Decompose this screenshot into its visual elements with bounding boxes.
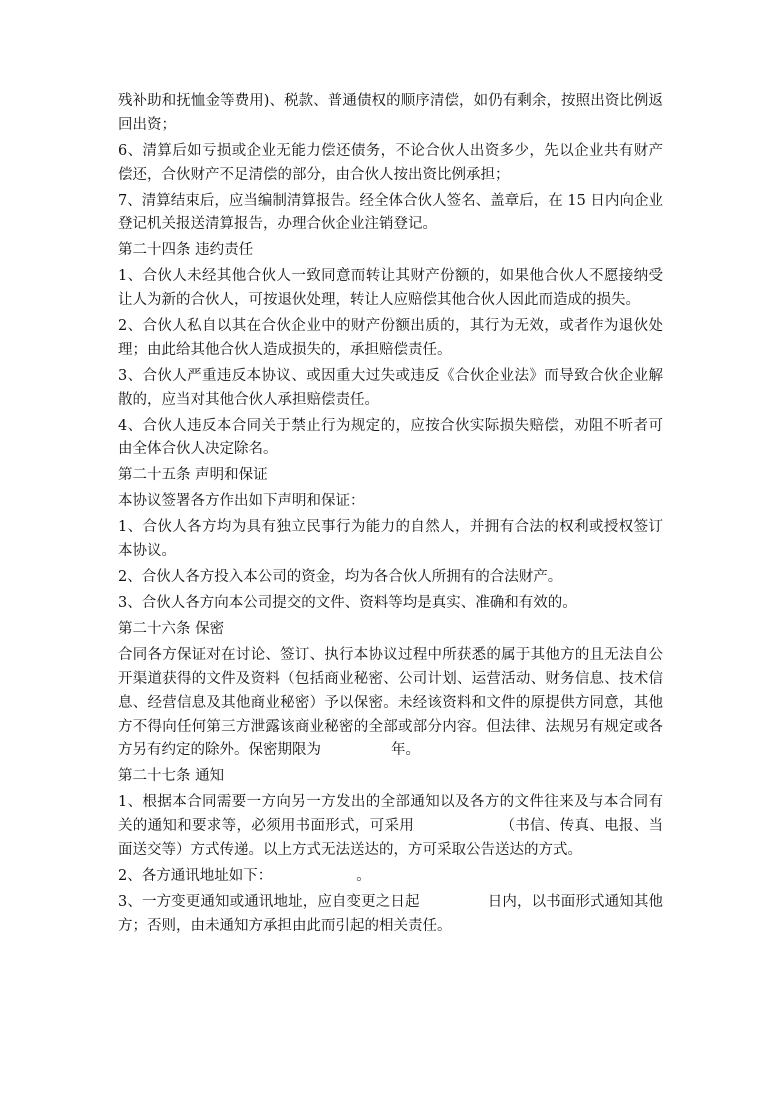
article-27-item-2-text-end: 。 <box>356 867 371 884</box>
article-27-item-1-text-end: （书信、传真、电报、当面送交等）方式传递。以上方式无法送达的，方可采取公告送达的方式。 <box>118 818 664 858</box>
article-27-item-3 <box>118 891 663 939</box>
article-27-item-1-text: 1、根据本合同需要一方向另一方发出的全部通知以及各方的文件往来及与本合同有关的通知和要求等，必须用书面形式，可采用 <box>118 794 663 835</box>
article-27-item-2 <box>118 865 663 889</box>
article-27-heading: 第二十七条 通知 <box>118 768 225 785</box>
article-27-item-1 <box>118 791 663 862</box>
paragraph-item-6: 6、清算后如亏损或企业无能力偿还债务，不论合伙人出资多少，先以企业共有财产偿还，合伙财产不足清偿的部分，由合伙人按出资比例承担； <box>118 142 663 183</box>
article-24-item-2: 2、合伙人私自以其在合伙企业中的财产份额出质的，其行为无效，或者作为退伙处理；由此给其他合伙人造成损失的，承担赔偿责任。 <box>118 318 663 358</box>
article-26-text-end: 年。 <box>391 742 420 759</box>
article-25-item-3: 3、合伙人各方向本公司提交的文件、资料等均是真实、准确和有效的。 <box>118 595 577 612</box>
paragraph-item-7: 7、清算结束后，应当编制清算报告。经全体合伙人签名、盖章后，在 15 日内向企业登记机关报送清算报告，办理合伙企业注销登记。 <box>118 192 663 233</box>
article-26-body <box>118 644 663 763</box>
article-24-heading: 第二十四条 违约责任 <box>118 242 254 259</box>
article-26-text: 合同各方保证对在讨论、签订、执行本协议过程中所获悉的属于其他方的且无法自公开渠道获得的文件及资料（包括商业秘密、公司计划、运营活动、财务信息、技术信息、经营信息及其他商业秘密）予以保密。未经该资料和文件的原提供方同意，其他方不得向任何第三方泄露该商业秘密的全部或部分内容。但法律、法规另有规定或各方另有约定的除外。保密期限为 <box>118 647 663 759</box>
article-25-item-1: 1、合伙人各方均为具有独立民事行为能力的自然人，并拥有合法的权利或授权签订本协议。 <box>118 519 663 560</box>
paragraph-continuation: 残补助和抚恤金等费用)、税款、普通债权的顺序清偿，如仍有剩余，按照出资比例返回出资； <box>118 93 663 133</box>
article-27-item-2-text: 2、各方通讯地址如下： <box>118 867 273 884</box>
article-25-intro: 本协议签署各方作出如下声明和保证： <box>118 493 365 510</box>
article-24-item-4: 4、合伙人违反本合同关于禁止行为规定的，应按合伙实际损失赔偿，劝阻不听者可由全体合伙人决定除名。 <box>118 417 663 458</box>
article-25-heading: 第二十五条 声明和保证 <box>118 467 268 484</box>
article-24-item-3: 3、合伙人严重违反本协议、或因重大过失或违反《合伙企业法》而导致合伙企业解散的，应当对其他合伙人承担赔偿责任。 <box>118 367 663 408</box>
article-25-item-2: 2、合伙人各方投入本公司的资金，均为各合伙人所拥有的合法财产。 <box>118 569 563 586</box>
article-27-item-3-text-end: 日内，以书面形式通知其他方；否则，由未通知方承担由此而引起的相关责任。 <box>118 893 663 934</box>
document-body <box>118 90 663 941</box>
article-24-item-1: 1、合伙人未经其他合伙人一致同意而转让其财产份额的，如果他合伙人不愿接纳受让人为新的合伙人，可按退伙处理，转让人应赔偿其他合伙人因此而造成的损失。 <box>118 268 663 309</box>
article-26-heading: 第二十六条 保密 <box>118 621 225 638</box>
article-27-item-3-text: 3、一方变更通知或通讯地址，应自变更之日起 <box>118 893 420 910</box>
